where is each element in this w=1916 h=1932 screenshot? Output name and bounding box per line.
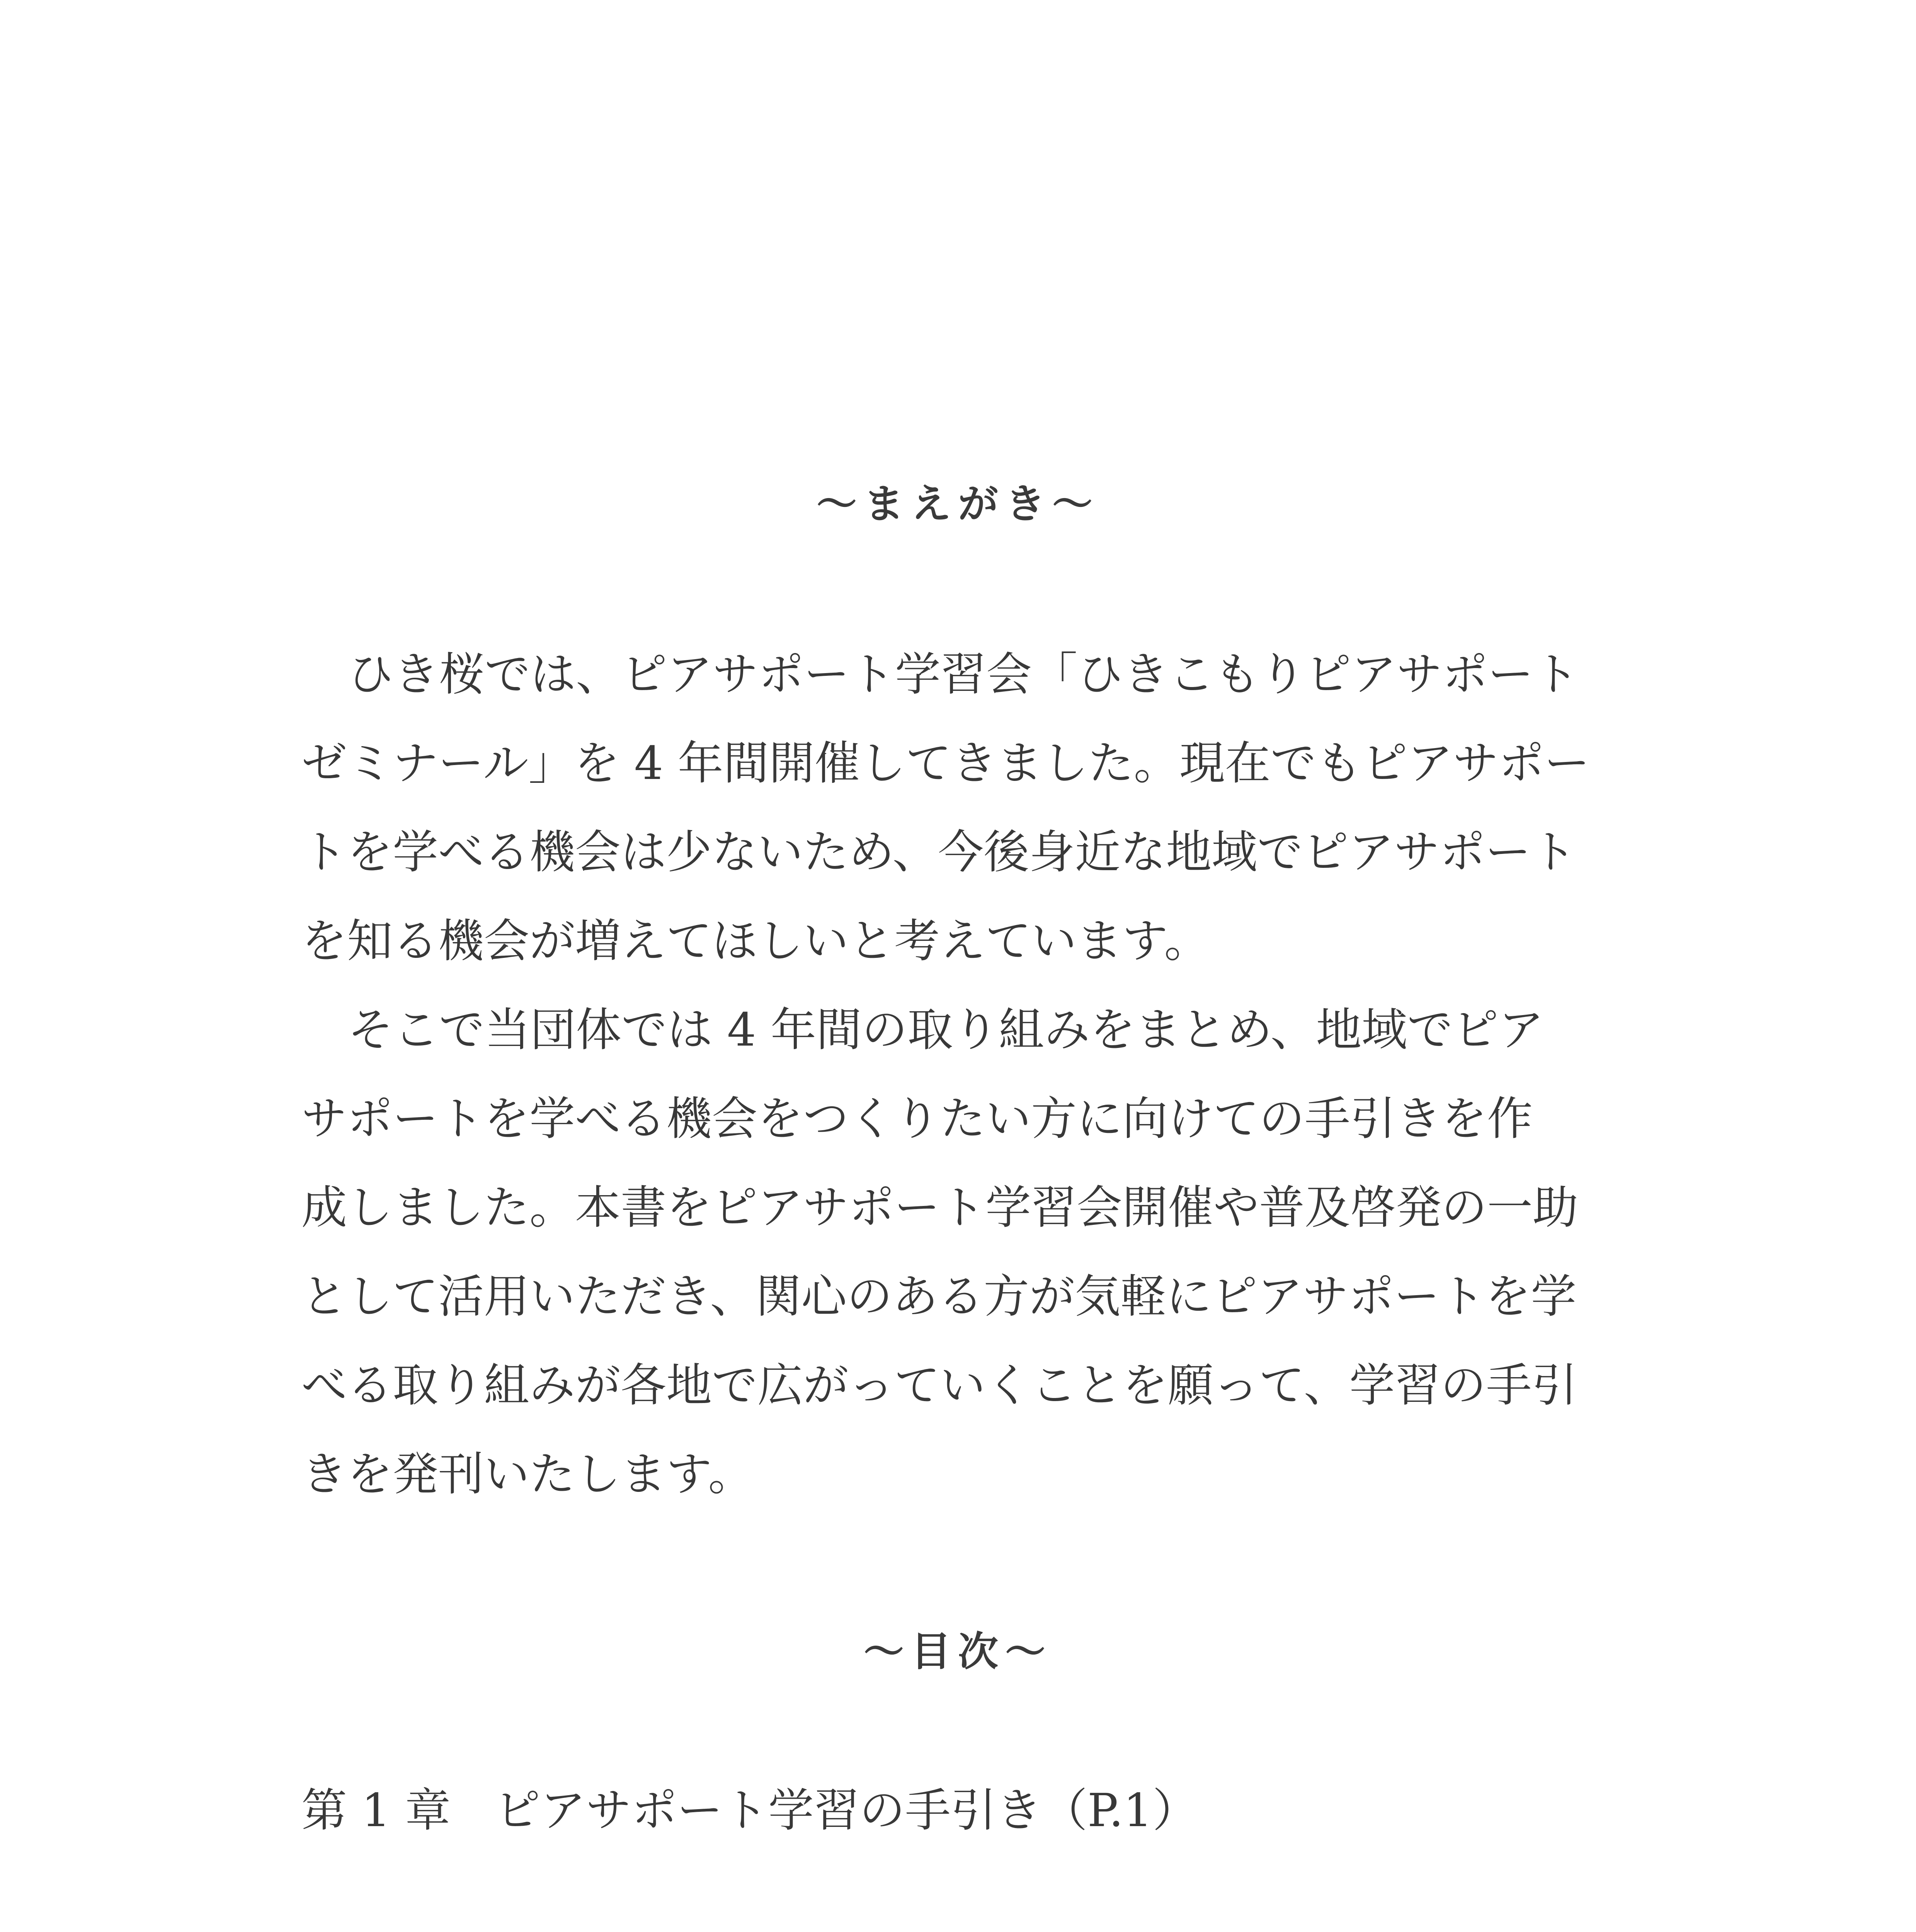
- preface-heading: ～まえがき～: [816, 480, 1099, 527]
- preface-line: べる取り組みが各地で広がっていくことを願って、学習の手引: [301, 1359, 1577, 1412]
- toc-entry-chapter-1: [301, 1774, 1198, 1839]
- toc-chapter-number: 第 1 章: [301, 1784, 451, 1837]
- preface-line: そこで当団体では 4 年間の取り組みをまとめ、地域でピア: [348, 1003, 1544, 1056]
- preface-line: を知る機会が増えてほしいと考えています。: [301, 914, 1210, 968]
- preface-line: として活用いただき、関心のある方が気軽にピアサポートを学: [301, 1270, 1577, 1323]
- preface-line: ゼミナール」を 4 年間開催してきました。現在でもピアサポー: [301, 736, 1590, 790]
- preface-line: サポートを学べる機会をつくりたい方に向けての手引きを作: [301, 1092, 1533, 1145]
- toc-heading: ～目次～: [863, 1628, 1052, 1675]
- preface-line: 成しました。本書をピアサポート学習会開催や普及啓発の一助: [301, 1181, 1579, 1234]
- toc-chapter-title: ピアサポート学習の手引き（P.1）: [495, 1784, 1198, 1837]
- preface-body: [301, 630, 1631, 1519]
- preface-line: トを学べる機会は少ないため、今後身近な地域でピアサポート: [301, 825, 1577, 879]
- preface-line: きを発刊いたします。: [301, 1447, 754, 1501]
- preface-line: ひき桜では、ピアサポート学習会「ひきこもりピアサポート: [348, 648, 1579, 701]
